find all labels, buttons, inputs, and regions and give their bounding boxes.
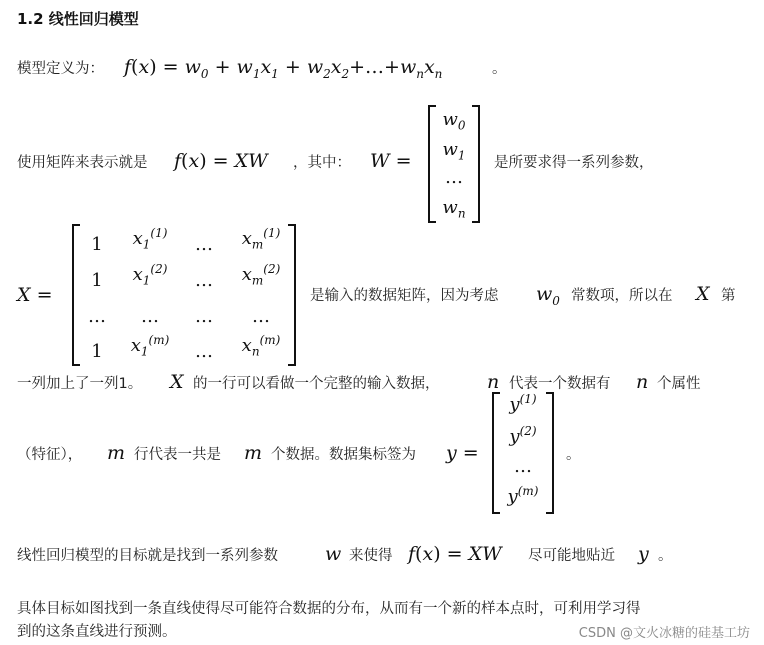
right-bracket bbox=[546, 392, 554, 514]
attributes-text: 个属性 bbox=[657, 376, 701, 392]
x-equals: X = bbox=[17, 284, 53, 306]
column-ones-text: 一列加上了一列1。 bbox=[17, 376, 143, 392]
sentence-end: 。 bbox=[566, 447, 581, 463]
right-bracket bbox=[472, 105, 480, 223]
y-equals: y = bbox=[446, 442, 479, 464]
left-bracket bbox=[72, 224, 80, 366]
n-symbol: n bbox=[636, 371, 649, 393]
w-matrix-cell: $w_n$ bbox=[442, 197, 466, 221]
x-matrix-cell: $x_m^{(1)}$ bbox=[241, 226, 281, 252]
left-bracket bbox=[492, 392, 500, 514]
n-symbol: n bbox=[487, 371, 500, 393]
section-heading: 1.2 线性回归模型 bbox=[17, 10, 139, 28]
x-matrix-cell: … bbox=[88, 306, 106, 327]
input-matrix-text: 是输入的数据矩阵，因为考虑 bbox=[310, 288, 499, 304]
make-text: 来使得 bbox=[349, 548, 393, 564]
x-matrix-cell: $x_1^{(2)}$ bbox=[132, 262, 168, 288]
w-matrix-cell: $w_1$ bbox=[442, 139, 466, 163]
y-matrix-cell: … bbox=[514, 456, 532, 477]
y-matrix-cell: $y^{(2)}$ bbox=[509, 424, 537, 447]
x-matrix-cell: … bbox=[195, 270, 213, 291]
x-matrix-cell: 1 bbox=[91, 270, 103, 291]
m-symbol: m bbox=[244, 442, 263, 464]
paragraph-line: 具体目标如图找到一条直线使得尽可能符合数据的分布，从而有一个新的样本点时，可利用学习得 bbox=[17, 601, 641, 617]
close-text: 尽可能地贴近 bbox=[528, 548, 615, 564]
matrix-intro-text: 使用矩阵来表示就是 bbox=[17, 155, 148, 171]
watermark: CSDN @文火冰糖的硅基工坊 bbox=[578, 626, 750, 641]
y-matrix-cell: $y^{(1)}$ bbox=[509, 392, 537, 415]
x-matrix-cell: … bbox=[195, 234, 213, 255]
x-matrix-cell: 1 bbox=[91, 234, 103, 255]
y-symbol: y bbox=[638, 543, 649, 565]
goal-text: 线性回归模型的目标就是找到一系列参数 bbox=[17, 548, 278, 564]
x-matrix-cell: $x_1^{(1)}$ bbox=[132, 226, 168, 252]
y-matrix-cell: $y^{(m)}$ bbox=[507, 484, 539, 507]
w0-symbol: $w_0$ bbox=[536, 283, 560, 308]
label-text: 个数据。数据集标签为 bbox=[271, 447, 416, 463]
y-matrix bbox=[492, 392, 554, 514]
x-matrix-cell: $x_1^{(m)}$ bbox=[130, 333, 170, 359]
x-matrix-cell: … bbox=[195, 306, 213, 327]
w-matrix bbox=[428, 105, 480, 223]
x-matrix-cell: … bbox=[141, 306, 159, 327]
w-matrix-cell: $w_0$ bbox=[442, 109, 466, 133]
m-symbol: m bbox=[107, 442, 126, 464]
row-text: 的一行可以看做一个完整的输入数据， bbox=[193, 376, 440, 392]
x-matrix-cell: 1 bbox=[91, 341, 103, 362]
x-matrix bbox=[72, 224, 296, 366]
x-matrix-cell: $x_m^{(2)}$ bbox=[241, 262, 281, 288]
sentence-end: 。 bbox=[492, 61, 507, 77]
data-has-text: 代表一个数据有 bbox=[509, 376, 611, 392]
constant-term-text: 常数项，所以在 bbox=[571, 288, 673, 304]
matrix-formula: f(x) = XW bbox=[408, 543, 502, 565]
left-bracket bbox=[428, 105, 436, 223]
w-matrix-cell: … bbox=[445, 167, 463, 188]
w-equals: W = bbox=[370, 150, 412, 172]
w-symbol: w bbox=[325, 543, 342, 565]
matrix-formula: f(x) = XW bbox=[174, 150, 268, 172]
params-text: 是所要求得一系列参数， bbox=[494, 155, 654, 171]
paragraph-line: 到的这条直线进行预测。 bbox=[17, 624, 177, 640]
right-bracket bbox=[288, 224, 296, 366]
where-text: ，其中： bbox=[293, 155, 351, 171]
x-matrix-cell: … bbox=[195, 341, 213, 362]
x-matrix-cell: … bbox=[252, 306, 270, 327]
model-definition-label: 模型定义为： bbox=[17, 61, 104, 77]
model-formula: $f(x) = w_0 + w_1x_1$ + $w_2x_2+\dots+w_nx_n$ bbox=[124, 56, 443, 81]
sentence-end: 。 bbox=[658, 548, 673, 564]
di-text: 第 bbox=[721, 288, 736, 304]
x-matrix-cell: $x_n^{(m)}$ bbox=[241, 333, 281, 359]
features-text: （特征）， bbox=[17, 447, 83, 463]
x-symbol: X bbox=[170, 371, 184, 393]
rows-text: 行代表一共是 bbox=[134, 447, 221, 463]
x-symbol: X bbox=[696, 283, 710, 305]
